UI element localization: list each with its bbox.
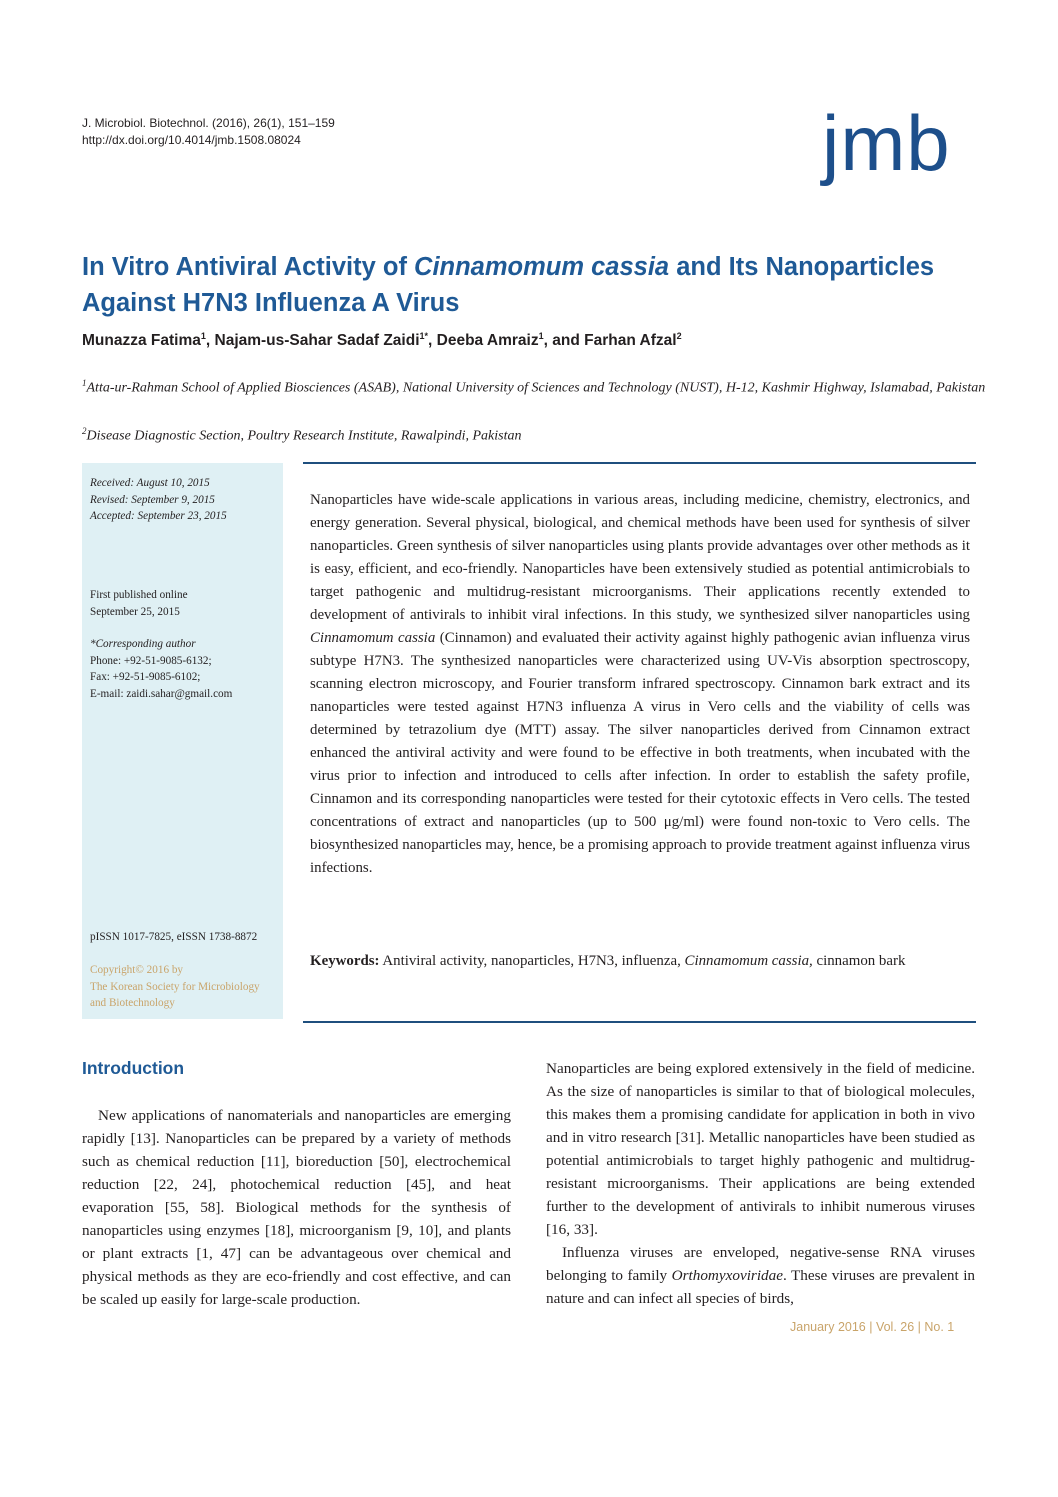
abstract-part2: (Cinnamon) and evaluated their activity against highly pathogenic avian influenza virus subtype H7N3. The synthesized nanoparticles were characterized using UV-Vis absorption spectroscopy, scanning electron microscopy, and Fourier transform infrared spectroscopy. Cinnamon bark extract and its nanoparticles were tested against H7N3 influenza A virus in Vero cells and the viability of cells was determined by tetrazolium dye (MTT) assay. The silver nanoparticles derived from Cinnamon extract enhanced the antiviral activity and were found to be effective in both treatments, when incubated with the virus prior to infection and introduced to cells after infection. In order to establish the safety profile, Cinnamon and its corresponding nanoparticles were tested for their cytotoxic effects in Vero cells. The tested concentrations of extract and nanoparticles (up to 500 μg/ml) were found non-toxic to Vero cells. The biosynthesized nanoparticles may, hence, be a promising approach to provide treatment against influenza virus infections. [310,630,970,876]
author-sup: 1 [538,331,544,341]
intro-left-column [82,1104,511,1311]
corresponding-author-block [90,636,280,702]
affiliation-sup: 1 [82,378,87,388]
doi-link[interactable]: http://dx.doi.org/10.4014/jmb.1508.08024 [82,133,301,147]
author-sep: , [205,332,215,350]
abstract-bottom-rule [303,1021,976,1023]
abstract-species: Cinnamomum cassia [310,630,436,646]
author-sup: 1* [419,331,429,341]
intro-paragraph [546,1241,975,1310]
author-sup: 1 [200,331,206,341]
title-species: Cinnamomum cassia [414,253,670,281]
intro-paragraph: New applications of nanomaterials and nanoparticles are emerging rapidly [13]. Nanoparticles can be prepared by a variety of methods such as chemical reduction [11], bioreduction [50], electrochemical reduction [22, 24], photochemical reduction [45], and heat evaporation [55, 58]. Biological methods for the synthesis of nanoparticles using enzymes [18], microorganism [9, 10], and plants or plant extracts [1, 47] can be advantageous over chemical and physical methods as they are eco-friendly and cost effective, and can be scaled up easily for large-scale production. [82,1107,511,1308]
copyright-line: Copyright© 2016 by [90,964,184,976]
author-sep: , and [543,332,585,350]
author-name: Deeba Amraiz [436,332,539,350]
intro-paragraph: Nanoparticles are being explored extensively in the field of medicine. As the size of nanoparticles is similar to that of biological molecules, this makes them a promising candidate for application in both in vivo and in vitro research [31]. Metallic nanoparticles have been studied as potential antimicrobials to target highly pathogenic and multidrug-resistant microorganisms. Their applications are being extended further to the development of antivirals to inhibit numerous viruses [16, 33]. [546,1060,975,1238]
intro-right-column [546,1057,975,1310]
keywords-species: Cinnamomum cassia, [684,953,813,969]
fax: Fax: +92-51-9085-6102; [90,671,201,683]
accepted-date: Accepted: September 23, 2015 [90,510,227,522]
author-name: Najam-us-Sahar Sadaf Zaidi [214,332,420,350]
first-published-block [90,587,280,620]
phone: Phone: +92-51-9085-6132; [90,654,212,667]
para2-part2: . These viruses are prevalent in nature and can infect all species of birds, [546,1267,976,1307]
article-info-sidebar [82,463,283,1019]
copyright-block [90,962,280,1012]
page-footer: January 2016 | Vol. 26 | No. 1 [790,1320,955,1334]
affiliation-2 [82,419,982,449]
title-part1: In Vitro Antiviral Activity of [82,253,415,281]
revised-date: Revised: September 9, 2015 [90,493,215,506]
para2-family: Orthomyxoviridae [671,1267,783,1284]
abstract [310,489,970,880]
first-published-date: September 25, 2015 [90,605,180,618]
copyright-line: and Biotechnology [90,997,175,1009]
keywords [310,950,970,973]
affiliation-text: Atta-ur-Rahman School of Applied Biosciences (ASAB), National University of Sciences and Technology (NUST), H-12, Kashmir Highway, Islamabad, Pakistan [86,380,986,396]
journal-citation: J. Microbiol. Biotechnol. (2016), 26(1), 151–159 [82,116,335,130]
article-title [82,249,982,321]
journal-citation-block [82,115,335,149]
abstract-top-rule [303,462,976,464]
keywords-part1: Antiviral activity, nanoparticles, H7N3, influenza, [379,953,685,969]
keywords-part2: cinnamon bark [812,953,906,969]
keywords-label: Keywords: [310,953,380,969]
affiliation-1 [82,371,988,401]
introduction-heading: Introduction [82,1058,185,1078]
journal-logo: jmb [822,99,951,187]
author-name: Farhan Afzal [584,332,677,350]
first-published-label: First published online [90,589,188,601]
title-part2: and Its Nanoparticles Against H7N3 Influenza A Virus [82,253,935,317]
abstract-part1: Nanoparticles have wide-scale applications in various areas, including medicine, chemistry, electronics, and energy generation. Several physical, biological, and chemical methods have been used for synthesis of silver nanoparticles. Green synthesis of silver nanoparticles using plants provide advantages over other methods as it is easy, efficient, and eco-friendly. Nanoparticles have been extensively studied as potential antimicrobials to target pathogenic and multidrug-resistant microorganisms. Their applications recently extended to development of antivirals to inhibit viral infections. In this study, we synthesized silver nanoparticles using [310,492,970,623]
author-name: Munazza Fatima [82,332,201,350]
author-sep: , [428,332,437,350]
affiliation-text: Disease Diagnostic Section, Poultry Research Institute, Rawalpindi, Pakistan [86,428,522,444]
dates-block [90,475,280,525]
received-date: Received: August 10, 2015 [90,477,210,489]
copyright-line: The Korean Society for Microbiology [90,980,260,993]
para2-part1: Influenza viruses are enveloped, negative-sense RNA viruses belonging to family [546,1244,975,1284]
issn: pISSN 1017-7825, eISSN 1738-8872 [90,931,258,943]
email[interactable]: E-mail: zaidi.sahar@gmail.com [90,687,233,700]
corresponding-label: *Corresponding author [90,638,196,650]
author-sup: 2 [676,331,682,341]
author-list [82,331,682,350]
affiliation-sup: 2 [82,426,87,436]
